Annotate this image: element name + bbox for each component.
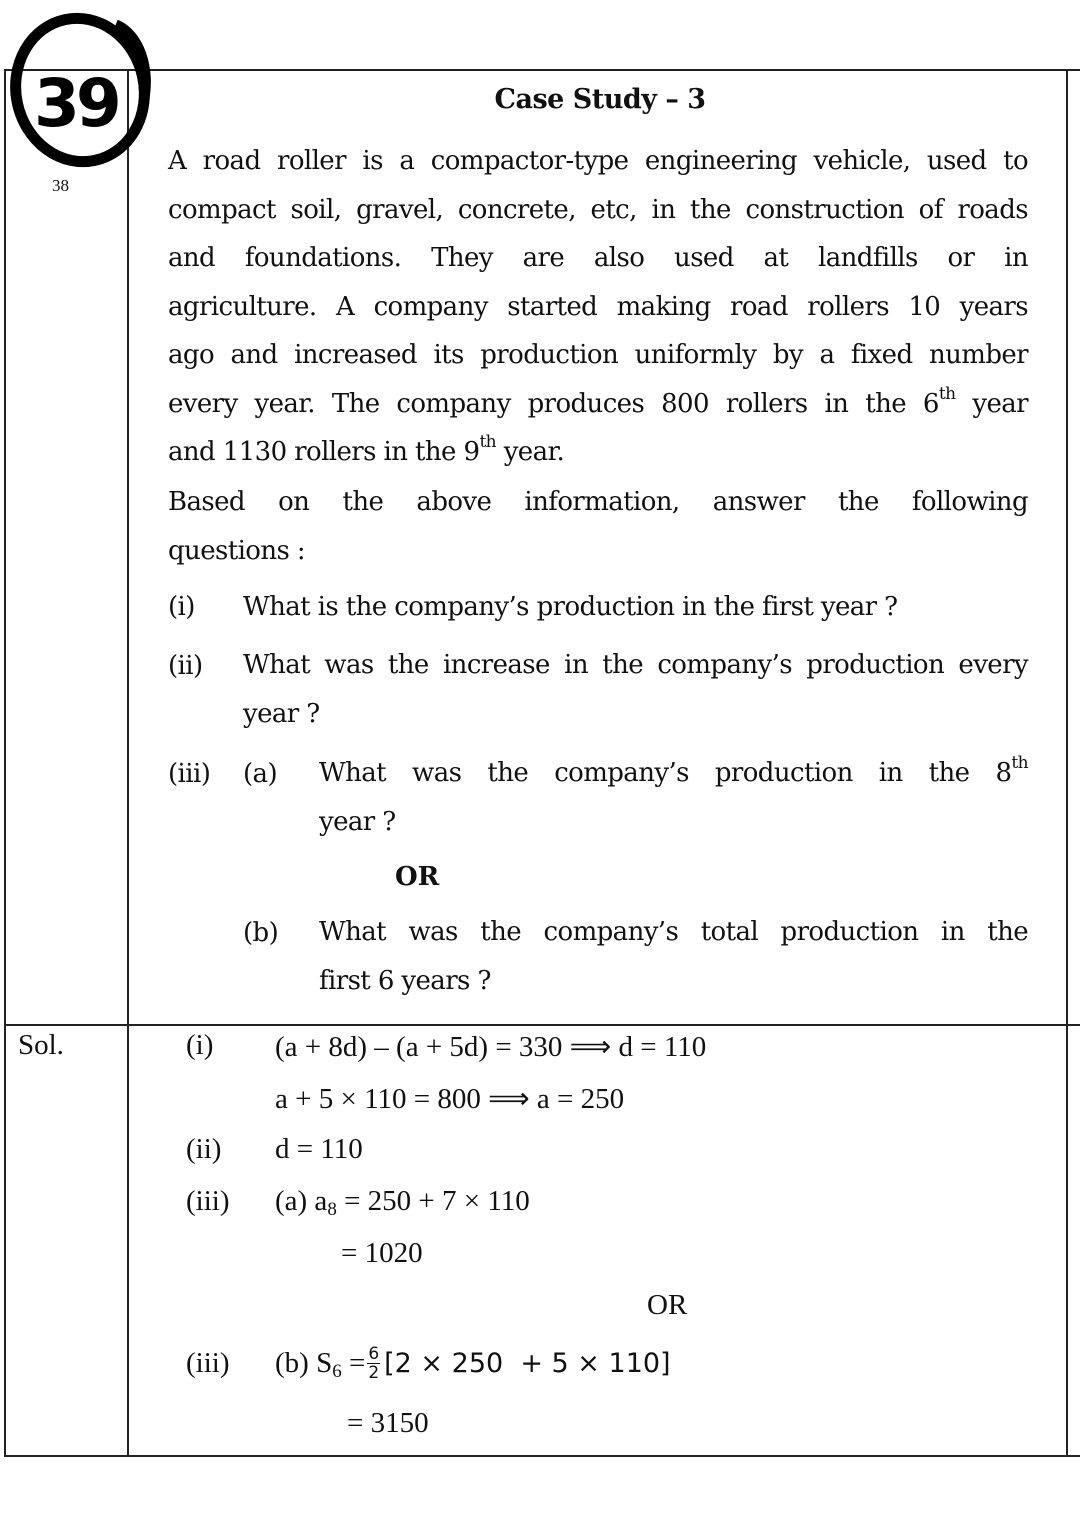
- part-iii-b-label: (b): [243, 918, 279, 948]
- part-i-text: What is the company’s production in the first year ?: [243, 592, 898, 622]
- question-line: year ?: [319, 807, 396, 837]
- math-subscript: 8: [327, 1199, 337, 1220]
- part-ii-label: (ii): [168, 651, 203, 681]
- handwritten-number-stamp: [4, 8, 154, 168]
- paragraph-text: every year. The company produces 800 rollers in the 6: [168, 388, 939, 419]
- solution-ii-label: (ii): [186, 1133, 222, 1165]
- part-iii-a-text: [319, 749, 1028, 847]
- paragraph-line: ago and increased its production uniformly by a fixed number: [168, 340, 1028, 370]
- fraction-denominator: 2: [368, 1363, 380, 1383]
- instruction-line: Based on the above information, answer the following: [168, 487, 1028, 517]
- paragraph-line: compact soil, gravel, concrete, etc, in the construction of roads: [168, 194, 1028, 225]
- math-subscript: 6: [332, 1361, 342, 1383]
- solution-i-label: (i): [186, 1029, 214, 1061]
- paragraph-text: and 1130 rollers in the 9: [168, 437, 480, 467]
- solution-iii-a-result: = 1020: [341, 1237, 423, 1269]
- paragraph-line: [168, 380, 1028, 429]
- ordinal-suffix: th: [1011, 753, 1028, 774]
- fraction: [367, 1345, 380, 1382]
- solution-iii-a-label: (iii): [186, 1185, 230, 1217]
- math-text: (b) S: [275, 1347, 333, 1380]
- paragraph-line: A road roller is a compactor-type engineering vehicle, used to: [168, 146, 1028, 176]
- solution-i-step2: a + 5 × 110 = 800 ⟹ a = 250: [275, 1083, 625, 1115]
- paragraph-text: year: [955, 388, 1028, 419]
- paragraph-text: year.: [496, 437, 565, 467]
- paragraph-line: agriculture. A company started making road rollers 10 years: [168, 291, 1028, 322]
- question-line: [319, 749, 1028, 798]
- ordinal-suffix: th: [479, 432, 497, 453]
- paragraph-line: and foundations. They are also used at landfills or in: [168, 243, 1028, 273]
- solution-iii-a-step1: [275, 1185, 530, 1218]
- table-right-border: [1066, 69, 1068, 1457]
- math-text: = 250 + 7 × 110: [336, 1185, 530, 1217]
- question-line: first 6 years ?: [319, 966, 491, 996]
- table-left-border: [4, 69, 6, 1457]
- solution-iii-b-label: (iii): [186, 1347, 230, 1379]
- solution-or-separator: OR: [647, 1289, 688, 1321]
- fraction-numerator: 6: [368, 1344, 380, 1364]
- table-bottom-border: [4, 1455, 1080, 1457]
- stamp-digits: 39: [34, 65, 118, 142]
- solution-iii-b-step1: [275, 1344, 671, 1384]
- solution-label: Sol.: [18, 1029, 64, 1061]
- part-i-label: (i): [168, 592, 195, 622]
- paragraph-line: [168, 428, 1028, 477]
- part-iii-b-text: [319, 908, 1028, 1006]
- table-row-divider: [4, 1024, 1080, 1026]
- table-column-divider: [127, 69, 129, 1457]
- math-text: (a) a: [275, 1185, 328, 1217]
- question-text: What was the company’s production in the 8: [319, 758, 1012, 788]
- solution-ii-step1: d = 110: [275, 1133, 363, 1165]
- or-separator: OR: [395, 862, 440, 892]
- instruction-line: questions :: [168, 536, 306, 566]
- question-line: What was the increase in the company’s production every: [243, 650, 1028, 680]
- part-ii-text: [243, 641, 1028, 739]
- case-study-title: Case Study – 3: [494, 84, 706, 115]
- math-text: =: [341, 1347, 366, 1380]
- page-number: 38: [52, 176, 69, 195]
- part-iii-label: (iii): [168, 759, 211, 789]
- part-iii-a-label: (a): [243, 759, 277, 789]
- table-top-border: [4, 69, 1080, 71]
- question-line: What was the company’s total production in the: [319, 917, 1028, 947]
- case-study-paragraph: [168, 137, 1028, 477]
- solution-i-step1: (a + 8d) – (a + 5d) = 330 ⟹ d = 110: [275, 1031, 707, 1063]
- question-line: year ?: [243, 699, 320, 729]
- ordinal-suffix: th: [938, 383, 956, 404]
- solution-iii-b-result: = 3150: [347, 1407, 429, 1439]
- instruction-text: [168, 478, 1028, 576]
- math-bracket-expression: [2 × 250 + 5 × 110]: [384, 1348, 671, 1380]
